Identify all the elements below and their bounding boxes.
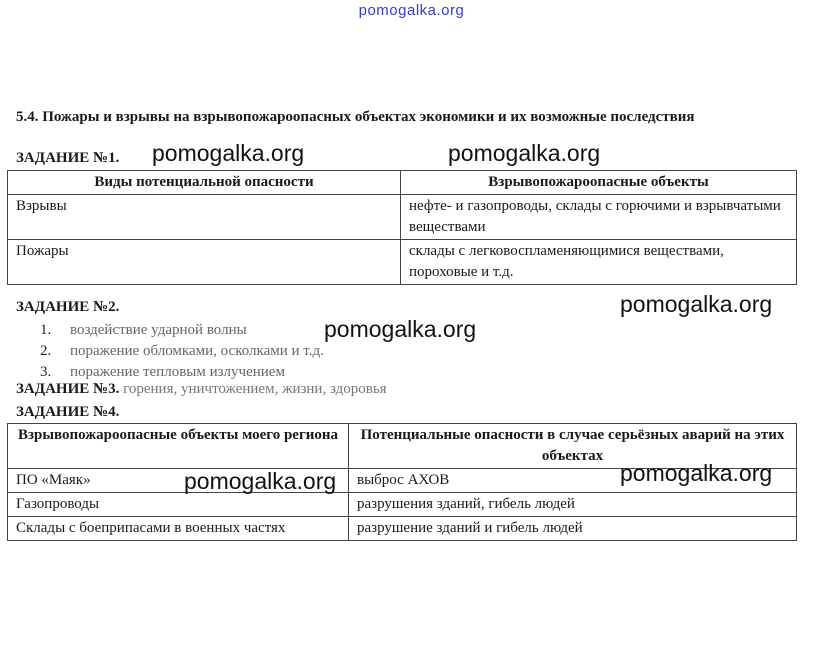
- list-number: 2.: [40, 343, 52, 359]
- task3-line: [16, 381, 387, 398]
- header-cell: Взрывопожароопасные объекты: [401, 171, 797, 195]
- task2-list: [40, 320, 324, 383]
- table-cell: Пожары: [8, 240, 401, 285]
- table-row: [8, 517, 797, 541]
- section-heading: 5.4. Пожары и взрывы на взрывопожароопасных объектах экономики и их возможные последствия: [16, 109, 695, 125]
- header-cell: Взрывопожароопасные объекты моего региона: [8, 424, 349, 469]
- table-row: [8, 493, 797, 517]
- watermark-text: pomogalka.org: [184, 468, 337, 494]
- task1-table: [7, 170, 797, 285]
- watermark-text: pomogalka.org: [324, 316, 477, 342]
- table-cell: Газопроводы: [8, 493, 349, 517]
- table-cell: разрушение зданий и гибель людей: [349, 517, 797, 541]
- list-text: воздействие ударной волны: [70, 322, 247, 338]
- table-cell: разрушения зданий, гибель людей: [349, 493, 797, 517]
- table-header-row: [8, 171, 797, 195]
- task4-label: ЗАДАНИЕ №4.: [16, 404, 120, 420]
- header-cell: Виды потенциальной опасности: [8, 171, 401, 195]
- list-number: 3.: [40, 364, 52, 380]
- table-cell: выброс АХОВ: [349, 469, 797, 493]
- watermark-text: pomogalka.org: [448, 140, 601, 166]
- table-cell: ПО «Маяк»: [8, 469, 349, 493]
- list-number: 1.: [40, 322, 52, 338]
- list-item: [40, 341, 324, 362]
- list-item: [40, 320, 324, 341]
- table-cell: нефте- и газопроводы, склады с горючими и взрывчатыми веществами: [401, 195, 797, 240]
- watermark-text: pomogalka.org: [620, 291, 773, 317]
- task3-label: ЗАДАНИЕ №3.: [16, 381, 120, 397]
- task2-label: ЗАДАНИЕ №2.: [16, 299, 120, 315]
- watermark-text: pomogalka.org: [620, 460, 773, 486]
- list-item: [40, 362, 324, 383]
- list-text: поражение обломками, осколками и т.д.: [70, 343, 324, 359]
- table-row: [8, 240, 797, 285]
- table-cell: склады с легковоспламеняющимися веществами, пороховые и т.д.: [401, 240, 797, 285]
- watermark-text: pomogalka.org: [152, 140, 305, 166]
- table-row: [8, 195, 797, 240]
- task3-text: горения, уничтожением, жизни, здоровья: [123, 381, 387, 397]
- table-cell: Взрывы: [8, 195, 401, 240]
- header-cell: Потенциальные опасности в случае серьёзных аварий на этих объектах: [349, 424, 797, 469]
- list-text: поражение тепловым излучением: [70, 364, 285, 380]
- task1-label: ЗАДАНИЕ №1.: [16, 150, 120, 166]
- site-link[interactable]: pomogalka.org: [358, 2, 465, 19]
- table-cell: Склады с боеприпасами в военных частях: [8, 517, 349, 541]
